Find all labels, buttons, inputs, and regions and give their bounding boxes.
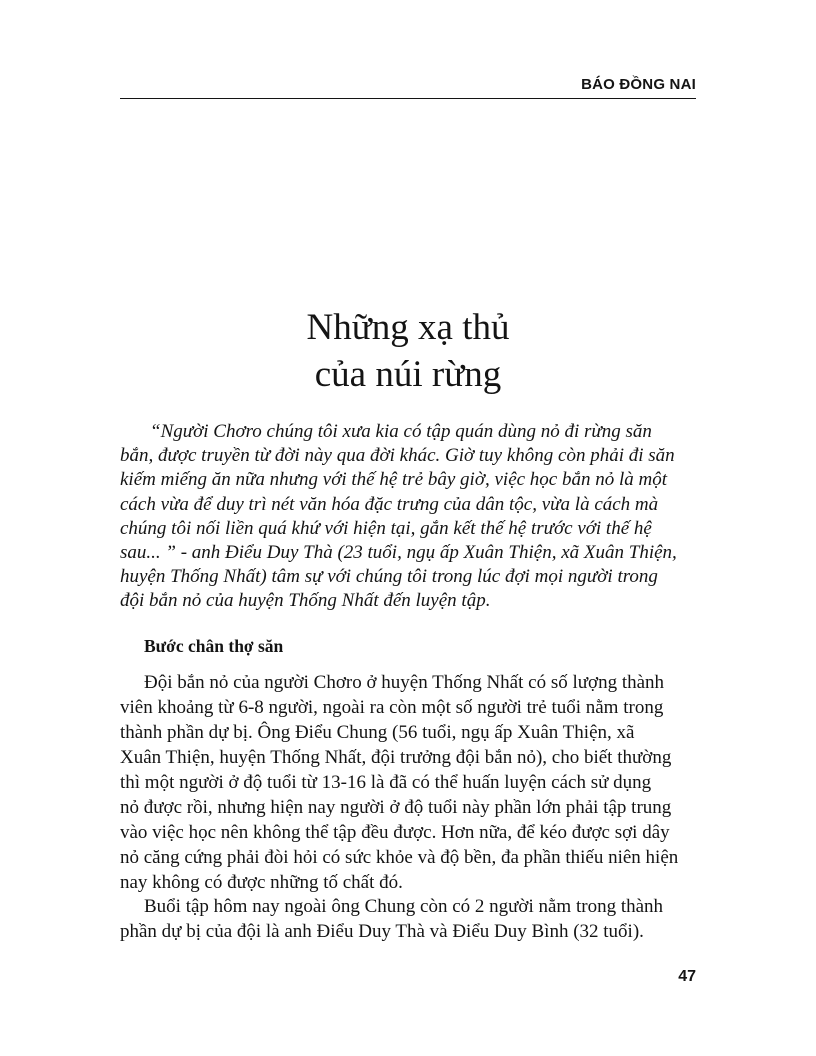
intro-line: huyện Thống Nhất) tâm sự với chúng tôi trong lúc đợi mọi người trong (120, 566, 658, 588)
body-paragraph-2 (120, 894, 696, 944)
paragraph-line: phần dự bị của đội là anh Điểu Duy Thà và Điểu Duy Bình (32 tuổi). (120, 921, 644, 942)
header-rule (120, 98, 696, 99)
paragraph-line: thành phần dự bị. Ông Điểu Chung (56 tuổi, ngụ ấp Xuân Thiện, xã (120, 722, 635, 743)
paragraph-line: Đội bắn nỏ của người Chơro ở huyện Thống Nhất có số lượng thành (144, 672, 665, 693)
paragraph-line: nỏ căng cứng phải đòi hỏi có sức khỏe và độ bền, đa phần thiếu niên hiện (120, 847, 679, 868)
intro-line: sau... ” - anh Điểu Duy Thà (23 tuổi, ngụ ấp Xuân Thiện, xã Xuân Thiện, (120, 542, 677, 564)
intro-line: bắn, được truyền từ đời này qua đời khác. Giờ tuy không còn phải đi săn (120, 445, 675, 467)
paragraph-line: thì một người ở độ tuổi từ 13-16 là đã có thể huấn luyện cách sử dụng (120, 772, 652, 793)
running-header: BÁO ĐỒNG NAI (581, 76, 696, 93)
intro-line: đội bắn nỏ của huyện Thống Nhất đến luyện tập. (120, 590, 491, 612)
paragraph-line: viên khoảng từ 6-8 người, ngoài ra còn một số người trẻ tuổi nằm trong (120, 697, 664, 718)
intro-line: “Người Chơro chúng tôi xưa kia có tập quán dùng nỏ đi rừng săn (150, 421, 652, 442)
intro-quote (120, 420, 696, 614)
article-title (120, 304, 696, 398)
intro-line: chúng tôi nối liền quá khứ với hiện tại, gắn kết thế hệ trước với thế hệ (120, 517, 652, 539)
paragraph-line: nỏ được rồi, nhưng hiện nay người ở độ tuổi này phần lớn phải tập trung (120, 797, 672, 818)
intro-line: kiếm miếng ăn nữa nhưng với thế hệ trẻ bây giờ, việc học bắn nỏ là một (120, 469, 668, 491)
paragraph-line: Buổi tập hôm nay ngoài ông Chung còn có 2 người nằm trong thành (144, 896, 664, 917)
page-number: 47 (678, 968, 696, 985)
intro-line: cách vừa để duy trì nét văn hóa đặc trưng của dân tộc, vừa là cách mà (120, 493, 659, 515)
title-line-2: của núi rừng (314, 354, 502, 395)
paragraph-line: vào việc học nên không thể tập đều được. Hơn nữa, để kéo được sợi dây (120, 822, 670, 843)
paragraph-line: nay không có được những tố chất đó. (120, 872, 403, 893)
paragraph-line: Xuân Thiện, huyện Thống Nhất, đội trưởng đội bắn nỏ), cho biết thường (120, 747, 672, 768)
body-paragraph-1 (120, 670, 696, 895)
title-line-1: Những xạ thủ (306, 307, 510, 348)
section-heading: Bước chân thợ săn (144, 636, 284, 656)
